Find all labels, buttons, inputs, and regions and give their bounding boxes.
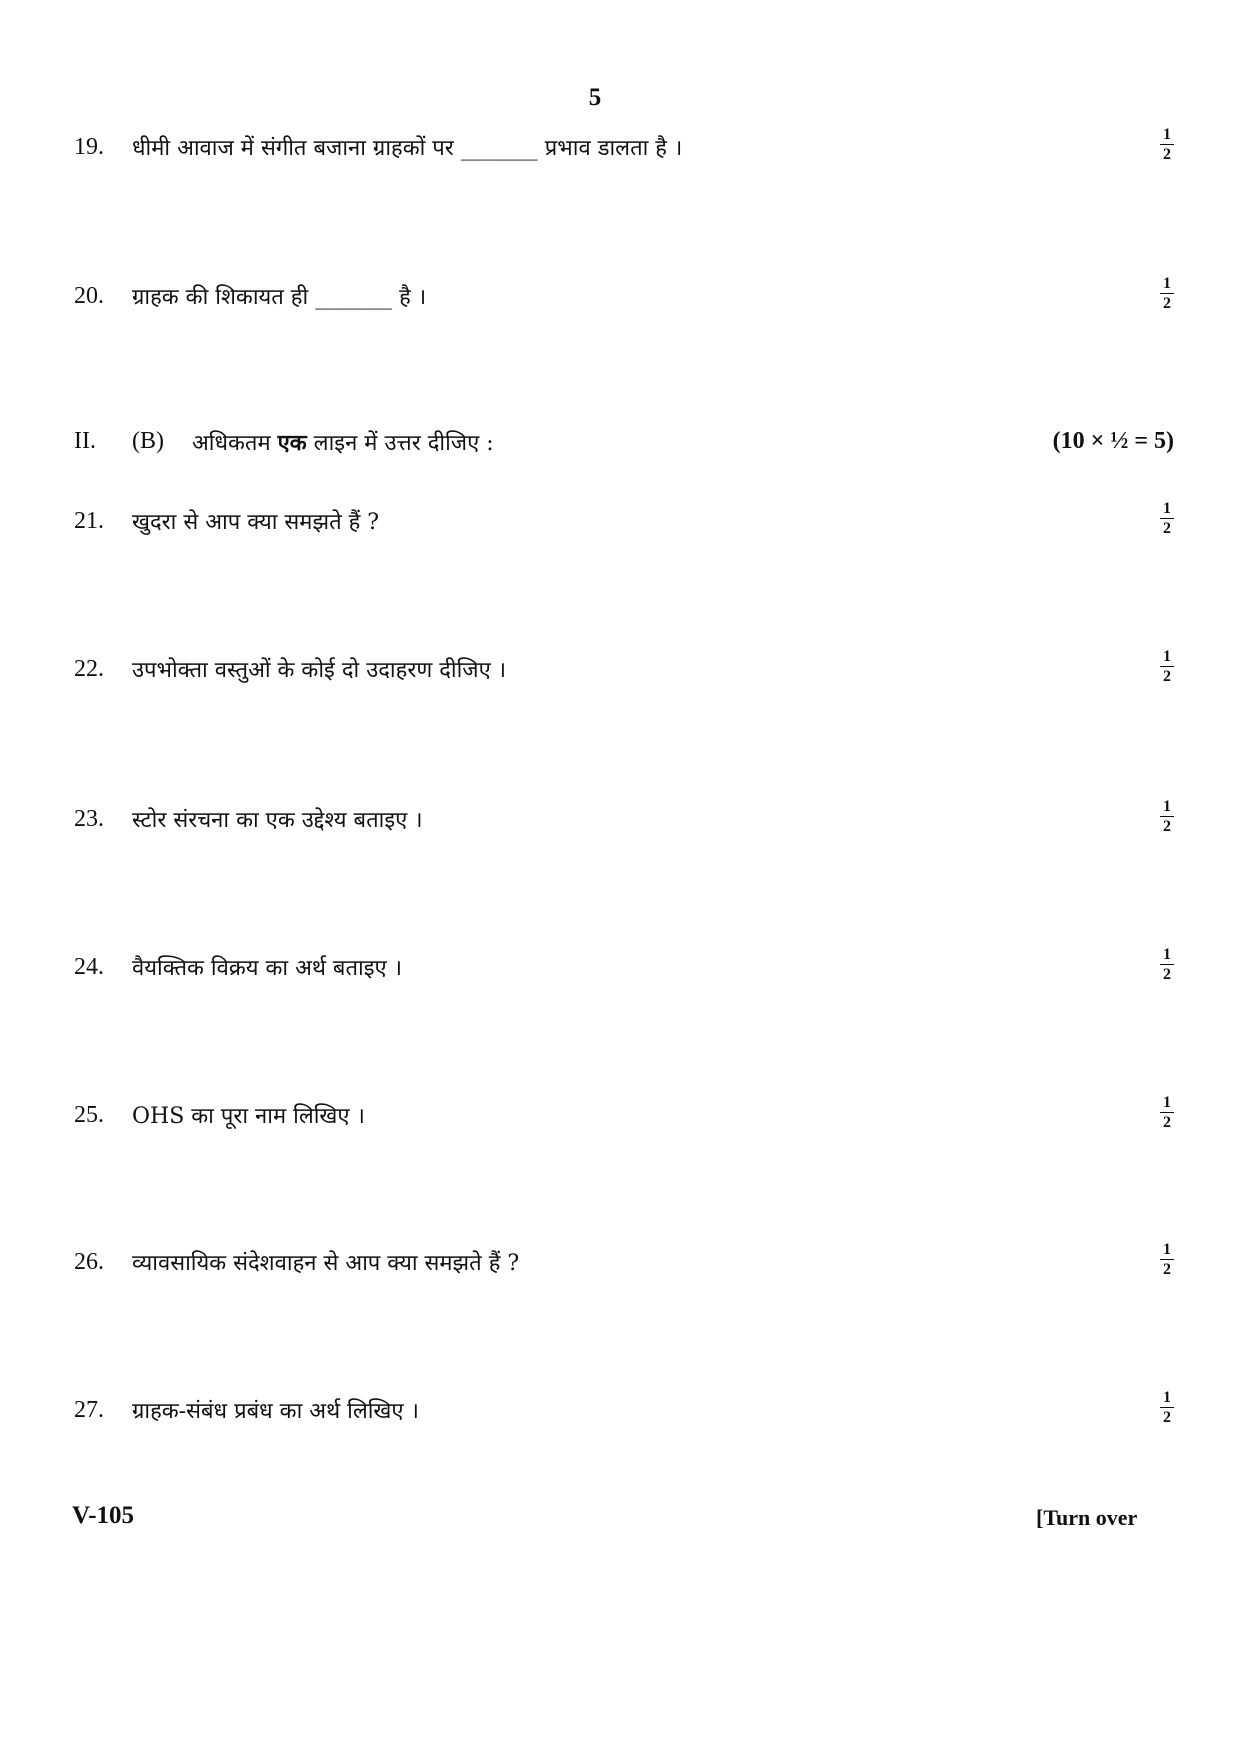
- question-22: [74, 648, 1174, 694]
- question-24: [74, 946, 1174, 992]
- question-number: 26.: [74, 1249, 104, 1275]
- fraction-bar: [1160, 1259, 1174, 1260]
- fraction-bar: [1160, 666, 1174, 667]
- fraction-bar: [1160, 144, 1174, 145]
- question-25: [74, 1094, 1174, 1140]
- paper-code: V-105: [72, 1502, 135, 1529]
- marks-numerator: 1: [1163, 798, 1171, 815]
- marks-fraction: [1160, 798, 1174, 835]
- marks-denominator: 2: [1163, 668, 1171, 685]
- marks-numerator: 1: [1163, 126, 1171, 143]
- question-number: 25.: [74, 1102, 104, 1128]
- marks-fraction: [1160, 275, 1174, 312]
- question-21: [74, 500, 1174, 546]
- question-number: 23.: [74, 806, 104, 832]
- marks-fraction: [1160, 946, 1174, 983]
- turn-over-note: [Turn over: [1036, 1505, 1138, 1530]
- question-27: [74, 1389, 1174, 1435]
- marks-numerator: 1: [1163, 1094, 1171, 1111]
- marks-denominator: 2: [1163, 295, 1171, 312]
- marks-denominator: 2: [1163, 966, 1171, 983]
- question-20: [74, 275, 1174, 321]
- marks-denominator: 2: [1163, 146, 1171, 163]
- marks-denominator: 2: [1163, 1261, 1171, 1278]
- section-roman-numeral: II.: [74, 428, 96, 454]
- marks-fraction: [1160, 1241, 1174, 1278]
- marks-numerator: 1: [1163, 500, 1171, 517]
- question-text: स्टोर संरचना का एक उद्देश्य बताइए ।: [132, 808, 423, 833]
- instruction-after: लाइन में उत्तर दीजिए :: [306, 431, 494, 456]
- fraction-bar: [1160, 293, 1174, 294]
- marks-numerator: 1: [1163, 1241, 1171, 1258]
- instruction-bold: एक: [277, 430, 307, 456]
- fraction-bar: [1160, 816, 1174, 817]
- question-19: [74, 126, 1174, 172]
- question-text: ग्राहक की शिकायत ही _______ है ।: [132, 285, 427, 310]
- fraction-bar: [1160, 1112, 1174, 1113]
- question-text: धीमी आवाज में संगीत बजाना ग्राहकों पर _______ प्रभाव डालता है ।: [132, 136, 683, 161]
- question-text: व्यावसायिक संदेशवाहन से आप क्या समझते हैं ?: [132, 1251, 520, 1276]
- marks-denominator: 2: [1163, 1114, 1171, 1131]
- marks-numerator: 1: [1163, 946, 1171, 963]
- section-heading: [74, 424, 1174, 464]
- section-instruction: [192, 427, 494, 457]
- question-text: उपभोक्ता वस्तुओं के कोई दो उदाहरण दीजिए ।: [132, 658, 507, 683]
- marks-numerator: 1: [1163, 648, 1171, 665]
- question-number: 27.: [74, 1397, 104, 1423]
- question-text: खुदरा से आप क्या समझते हैं ?: [132, 510, 380, 535]
- question-number: 21.: [74, 508, 104, 534]
- fraction-bar: [1160, 1407, 1174, 1408]
- question-26: [74, 1241, 1174, 1287]
- marks-denominator: 2: [1163, 520, 1171, 537]
- marks-fraction: [1160, 1389, 1174, 1426]
- marks-fraction: [1160, 126, 1174, 163]
- marks-denominator: 2: [1163, 1409, 1171, 1426]
- marks-fraction: [1160, 1094, 1174, 1131]
- question-text: OHS का पूरा नाम लिखिए ।: [132, 1104, 365, 1129]
- fraction-bar: [1160, 964, 1174, 965]
- instruction-before: अधिकतम: [192, 431, 278, 456]
- section-part: (B): [132, 428, 164, 454]
- question-text: ग्राहक-संबंध प्रबंध का अर्थ लिखिए ।: [132, 1399, 419, 1424]
- question-text: वैयक्तिक विक्रय का अर्थ बताइए ।: [132, 956, 403, 981]
- question-number: 19.: [74, 134, 104, 160]
- marks-numerator: 1: [1163, 275, 1171, 292]
- marks-fraction: [1160, 648, 1174, 685]
- question-number: 20.: [74, 283, 104, 309]
- question-number: 22.: [74, 656, 104, 682]
- marks-fraction: [1160, 500, 1174, 537]
- marks-numerator: 1: [1163, 1389, 1171, 1406]
- page-number: 5: [588, 84, 602, 111]
- fraction-bar: [1160, 518, 1174, 519]
- question-23: [74, 798, 1174, 844]
- marks-denominator: 2: [1163, 818, 1171, 835]
- question-number: 24.: [74, 954, 104, 980]
- section-marks: (10 × ½ = 5): [1052, 428, 1174, 454]
